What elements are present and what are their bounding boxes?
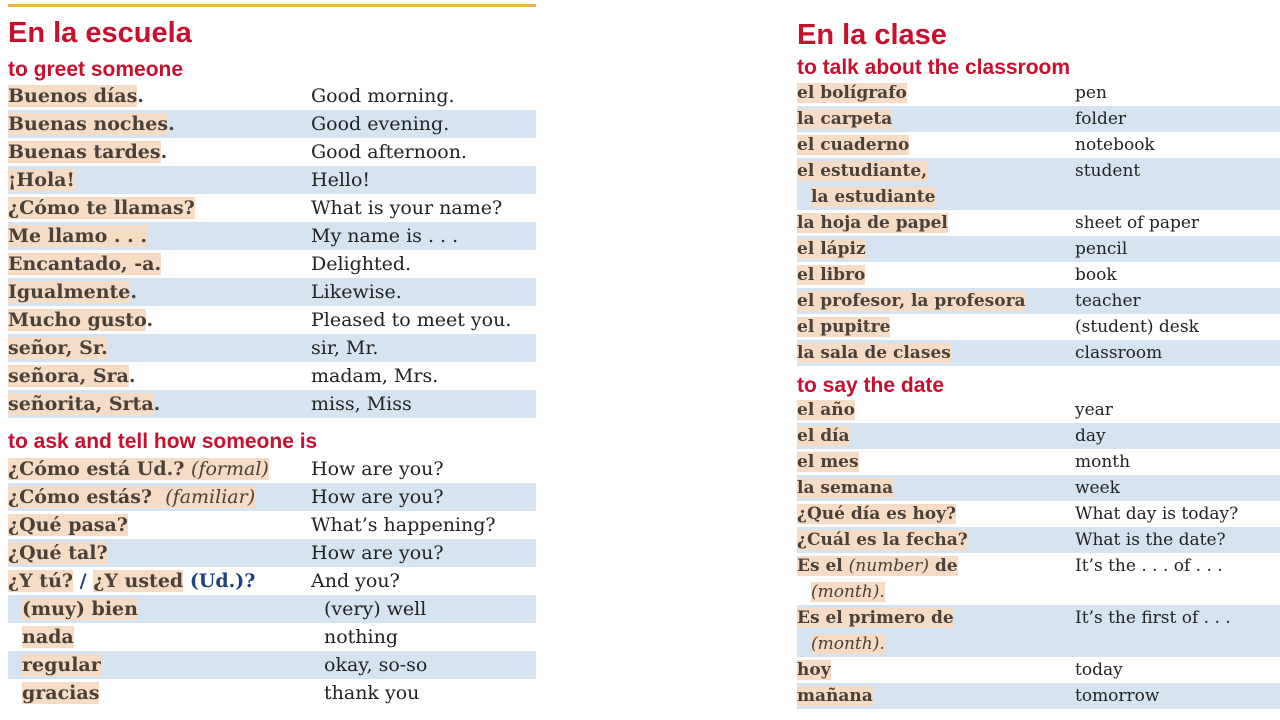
english-translation: Good evening. xyxy=(311,113,450,135)
english-translation: okay, so-so xyxy=(324,654,428,676)
english-translation: year xyxy=(1075,400,1113,420)
english-translation: thank you xyxy=(324,682,420,704)
section-title-en-la-clase: En la clase xyxy=(797,19,947,51)
spanish-term: Me llamo . . . xyxy=(8,225,147,247)
vocab-row xyxy=(8,194,536,222)
vocab-row xyxy=(797,158,1280,210)
english-translation: tomorrow xyxy=(1075,686,1160,706)
spanish-term: ¿Qué pasa? xyxy=(8,514,128,536)
english-translation: Delighted. xyxy=(311,253,412,275)
english-translation: (very) well xyxy=(324,598,427,620)
english-translation: day xyxy=(1075,426,1106,446)
vocab-row xyxy=(797,501,1280,527)
english-translation: book xyxy=(1075,265,1117,285)
vocab-row xyxy=(8,166,536,194)
vocab-row xyxy=(797,683,1280,709)
english-translation: pen xyxy=(1075,83,1107,103)
english-translation: It’s the . . . of . . . xyxy=(1075,556,1223,576)
english-translation: How are you? xyxy=(311,486,444,508)
vocab-row xyxy=(797,80,1280,106)
spanish-term: el día xyxy=(797,426,850,446)
spanish-term: mañana xyxy=(797,686,873,706)
english-translation: notebook xyxy=(1075,135,1155,155)
spanish-term: la estudiante xyxy=(811,187,936,207)
vocab-row: Igualmente. Likewise. xyxy=(8,278,536,306)
vocab-row xyxy=(8,222,536,250)
vocab-row xyxy=(797,657,1280,683)
spanish-term: Buenos días xyxy=(8,85,138,107)
english-translation: Good afternoon. xyxy=(311,141,467,163)
spanish-term: ¿Y usted xyxy=(93,570,184,592)
vocab-row xyxy=(8,651,536,679)
subsection-title-date: to say the date xyxy=(797,374,945,397)
english-translation: My name is . . . xyxy=(311,225,459,247)
spanish-term: nada xyxy=(22,626,74,648)
vocab-row xyxy=(797,527,1280,553)
vocab-row: Es el (number) de (month). It’s the . . . of . . . xyxy=(797,553,1280,605)
vocab-row: Buenas noches. Good evening. xyxy=(8,110,536,138)
english-translation: (student) desk xyxy=(1075,317,1199,337)
register-note: (familiar) xyxy=(165,486,256,508)
vocab-row xyxy=(8,679,536,707)
english-translation: How are you? xyxy=(311,542,444,564)
spanish-term: el cuaderno xyxy=(797,135,910,155)
english-translation: What is the date? xyxy=(1075,530,1226,550)
english-translation: And you? xyxy=(311,570,400,592)
spanish-term: regular xyxy=(22,654,101,676)
english-translation: What is your name? xyxy=(311,197,503,219)
vocab-row xyxy=(8,595,536,623)
section-title-en-la-escuela: En la escuela xyxy=(8,17,192,49)
spanish-term: Es el xyxy=(797,556,849,576)
english-translation: What’s happening? xyxy=(311,514,496,536)
vocab-row: ¿Y tú? / ¿Y usted (Ud.)? And you? xyxy=(8,567,536,595)
spanish-term: la hoja de papel xyxy=(797,213,948,233)
vocab-row xyxy=(8,623,536,651)
vocab-row xyxy=(797,397,1280,423)
english-translation: Likewise. xyxy=(311,281,402,303)
spanish-term: (muy) bien xyxy=(22,598,138,620)
spanish-term: la semana xyxy=(797,478,894,498)
spanish-term: ¿Y tú? xyxy=(8,570,74,592)
spanish-term: Mucho gusto xyxy=(8,309,147,331)
spanish-term: gracias xyxy=(22,682,100,704)
spanish-term: Es el primero de xyxy=(797,608,954,628)
vocab-row xyxy=(8,455,536,483)
register-note: (formal) xyxy=(191,458,269,480)
vocab-row xyxy=(797,475,1280,501)
vocab-row: señorita, Srta. miss, Miss xyxy=(8,390,536,418)
english-translation: miss, Miss xyxy=(311,393,412,415)
vocab-row xyxy=(797,236,1280,262)
vocab-row xyxy=(8,334,536,362)
english-translation: month xyxy=(1075,452,1131,472)
top-rule xyxy=(8,4,536,7)
placeholder-number: (number) xyxy=(848,556,929,576)
english-translation: sir, Mr. xyxy=(311,337,379,359)
subsection-title-how-someone-is: to ask and tell how someone is xyxy=(8,430,318,453)
spanish-term: el lápiz xyxy=(797,239,866,259)
vocab-row xyxy=(797,340,1280,366)
spanish-term: Buenas tardes xyxy=(8,141,161,163)
spanish-term: ¿Cómo te llamas? xyxy=(8,197,195,219)
spanish-term: Buenas noches xyxy=(8,113,169,135)
spanish-term: ¿Cómo está Ud.? xyxy=(8,458,185,480)
vocab-row xyxy=(797,210,1280,236)
vocab-row: Buenas tardes. Good afternoon. xyxy=(8,138,536,166)
vocab-row xyxy=(797,262,1280,288)
vocab-row xyxy=(8,250,536,278)
english-translation: pencil xyxy=(1075,239,1128,259)
spanish-term: el pupitre xyxy=(797,317,891,337)
placeholder-month: (month). xyxy=(811,582,885,602)
english-translation: week xyxy=(1075,478,1120,498)
vocab-row xyxy=(797,449,1280,475)
vocab-row: Mucho gusto. Pleased to meet you. xyxy=(8,306,536,334)
vocab-row xyxy=(797,605,1280,657)
english-translation: Good morning. xyxy=(311,85,455,107)
english-translation: Pleased to meet you. xyxy=(311,309,512,331)
vocab-row xyxy=(8,539,536,567)
spanish-term: el mes xyxy=(797,452,859,472)
vocab-row xyxy=(797,106,1280,132)
english-translation: nothing xyxy=(324,626,399,648)
english-translation: classroom xyxy=(1075,343,1163,363)
subsection-title-greet: to greet someone xyxy=(8,58,184,81)
english-translation: student xyxy=(1075,161,1141,181)
english-translation: sheet of paper xyxy=(1075,213,1200,233)
spanish-term: el profesor, la profesora xyxy=(797,291,1026,311)
vocab-row: señora, Sra. madam, Mrs. xyxy=(8,362,536,390)
spanish-term: el bolígrafo xyxy=(797,83,907,103)
spanish-term: Encantado, -a. xyxy=(8,253,162,275)
vocab-row: Buenos días. Good morning. xyxy=(8,82,536,110)
english-translation: Hello! xyxy=(311,169,371,191)
spanish-term: ¿Cómo estás? xyxy=(8,486,153,508)
spanish-term: señor, Sr. xyxy=(8,337,108,359)
spanish-term: ¿Qué tal? xyxy=(8,542,108,564)
vocab-row xyxy=(797,423,1280,449)
subsection-title-classroom: to talk about the classroom xyxy=(797,56,1071,79)
english-translation: teacher xyxy=(1075,291,1141,311)
vocab-row xyxy=(8,483,536,511)
english-translation: madam, Mrs. xyxy=(311,365,439,387)
english-translation: What day is today? xyxy=(1075,504,1239,524)
vocab-row xyxy=(797,288,1280,314)
spanish-term: el estudiante, xyxy=(797,161,928,181)
vocab-row xyxy=(797,314,1280,340)
spanish-term: ¡Hola! xyxy=(8,169,75,191)
spanish-term: el año xyxy=(797,400,855,420)
vocab-row xyxy=(797,132,1280,158)
spanish-term: Igualmente xyxy=(8,281,131,303)
spanish-term: la sala de clases xyxy=(797,343,951,363)
spanish-term: ¿Cuál es la fecha? xyxy=(797,530,968,550)
spanish-term: ¿Qué día es hoy? xyxy=(797,504,956,524)
spanish-term: la carpeta xyxy=(797,109,893,129)
english-translation: How are you? xyxy=(311,458,444,480)
spanish-term: hoy xyxy=(797,660,831,680)
spanish-term: señorita, Srta xyxy=(8,393,154,415)
vocab-row xyxy=(8,511,536,539)
spanish-term: señora, Sra xyxy=(8,365,129,387)
english-translation: folder xyxy=(1075,109,1127,129)
english-translation: It’s the first of . . . xyxy=(1075,608,1231,628)
placeholder-month: (month). xyxy=(811,634,885,654)
spanish-term: el libro xyxy=(797,265,866,285)
english-translation: today xyxy=(1075,660,1123,680)
